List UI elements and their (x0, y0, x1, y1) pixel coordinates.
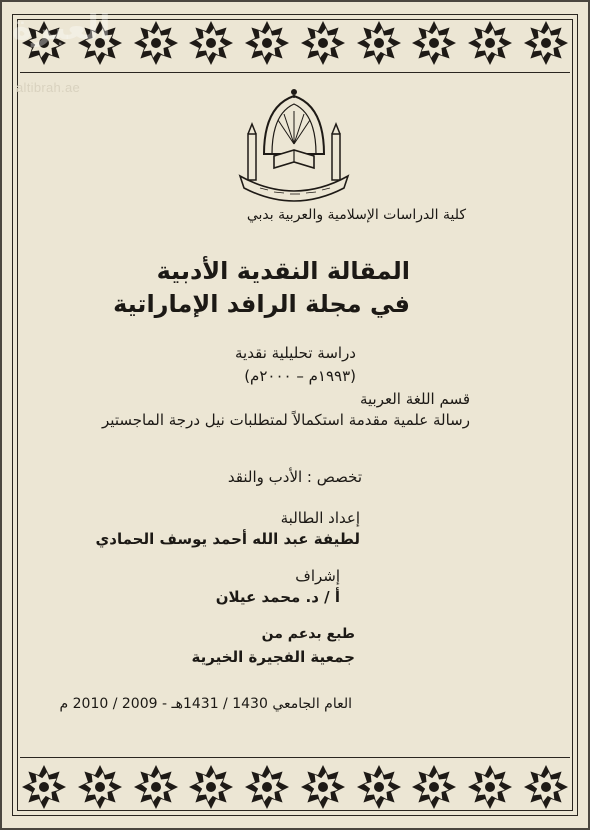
eight-point-star-ornament-icon (132, 763, 180, 811)
eight-point-star-ornament-icon (466, 763, 514, 811)
eight-point-star-ornament-icon (466, 19, 514, 67)
book-page (2, 2, 588, 828)
bottom-rule (20, 757, 570, 758)
department: قسم اللغة العربية (359, 390, 470, 408)
thesis-title-line-2: في مجلة الرافد الإماراتية (113, 290, 410, 318)
college-emblem-icon (234, 84, 354, 206)
printed-support-label: طبع بدعم من (261, 626, 355, 642)
student-name: لطيفة عبد الله أحمد يوسف الحمادي (95, 530, 360, 548)
bottom-ornament-row (20, 762, 570, 812)
eight-point-star-ornament-icon (299, 19, 347, 67)
eight-point-star-ornament-icon (187, 19, 235, 67)
top-rule (20, 72, 570, 73)
academic-year: العام الجامعي 1430 / 1431هـ - 2009 / 2010 م (59, 696, 352, 712)
eight-point-star-ornament-icon (20, 763, 68, 811)
eight-point-star-ornament-icon (132, 19, 180, 67)
college-name: كلية الدراسات الإسلامية والعربية بدبي (246, 207, 466, 223)
study-type: دراسة تحليلية نقدية (235, 344, 356, 362)
study-years: (١٩٩٣م – ٢٠٠٠م) (244, 367, 356, 385)
supervision-label: إشراف (295, 567, 340, 585)
watermark-arabic: العبرة (12, 8, 111, 48)
eight-point-star-ornament-icon (299, 763, 347, 811)
thesis-statement: رسالة علمية مقدمة استكمالاً لمتطلبات نيل درجة الماجستير (102, 411, 470, 429)
prepared-by-label: إعداد الطالبة (280, 509, 360, 527)
specialization: تخصص : الأدب والنقد (227, 468, 362, 486)
thesis-title-line-1: المقالة النقدية الأدبية (156, 257, 410, 285)
eight-point-star-ornament-icon (243, 763, 291, 811)
eight-point-star-ornament-icon (355, 763, 403, 811)
eight-point-star-ornament-icon (522, 19, 570, 67)
supervisor-name: أ / د. محمد عيلان (215, 588, 340, 606)
sponsor-organization: جمعية الفجيرة الخيرية (191, 648, 355, 666)
eight-point-star-ornament-icon (410, 763, 458, 811)
eight-point-star-ornament-icon (522, 763, 570, 811)
eight-point-star-ornament-icon (187, 763, 235, 811)
eight-point-star-ornament-icon (410, 19, 458, 67)
eight-point-star-ornament-icon (76, 763, 124, 811)
eight-point-star-ornament-icon (355, 19, 403, 67)
eight-point-star-ornament-icon (243, 19, 291, 67)
watermark-latin: altibrah.ae (16, 80, 81, 95)
